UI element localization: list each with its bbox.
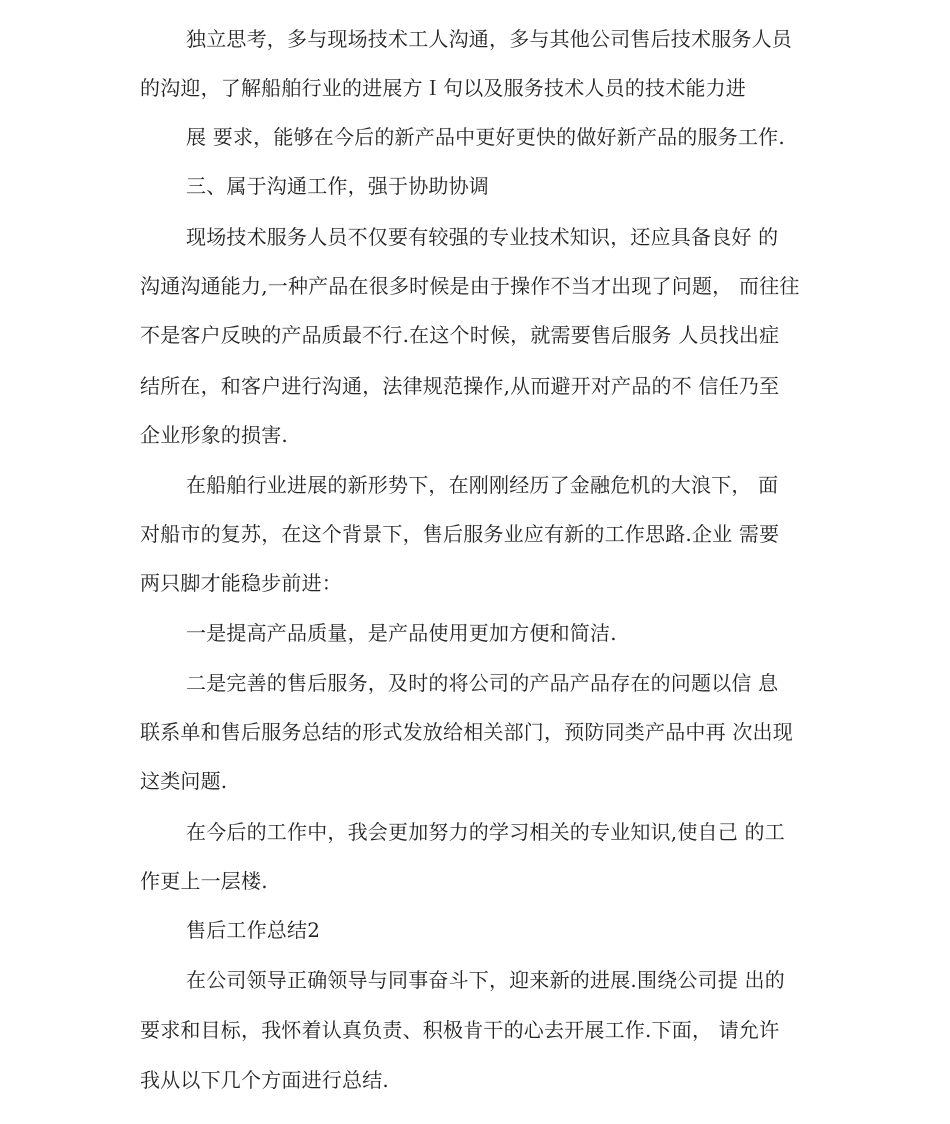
text-line: 沟通沟通能力,一种产品在很多时候是由于操作不当才出现了问题， 而往往 (140, 274, 800, 298)
text-line: 不是客户反映的产品质最不行.在这个时候，就需要售后服务 人员找出症 (140, 323, 780, 347)
text-line: 结所在，和客户进行沟通，法律规范操作,从而避开对产品的不 信任乃至 (140, 374, 780, 398)
text-line: 二是完善的售后服务，及时的将公司的产品产品存在的问题以信 息 (186, 671, 779, 695)
text-line: 在公司领导正确领导与同事奋斗下，迎来新的进展.围绕公司提 出的 (186, 968, 785, 992)
text-line: 对船市的复苏，在这个背景下，售后服务业应有新的工作思路.企业 需要 (140, 522, 780, 546)
text-line: 展 要求，能够在今后的新产品中更好更快的做好新产品的服务工作. (186, 125, 785, 149)
section-heading: 售后工作总结2 (186, 918, 321, 942)
text-line: 在今后的工作中，我会更加努力的学习相关的专业知识,使自己 的工 (186, 820, 785, 844)
text-line: 作更上一层楼. (140, 869, 268, 893)
text-line: 联系单和售后服务总结的形式发放给相关部门，预防同类产品中再 次出现 (140, 720, 793, 744)
text-line: 这类问题. (140, 769, 228, 793)
text-line: 在船舶行业进展的新形势下，在刚刚经历了金融危机的大浪下， 面 (186, 473, 779, 497)
text-line: 两只脚才能稳步前进： (140, 571, 342, 595)
section-heading: 三、属于沟通工作，强于协助协调 (186, 174, 489, 198)
text-line: 现场技术服务人员不仅要有较强的专业技术知识，还应具备良好 的 (186, 225, 779, 249)
text-line: 独立思考，多与现场技术工人沟通，多与其他公司售后技术服务人员 (186, 27, 792, 51)
text-line: 要求和目标，我怀着认真负责、积极肯干的心去开展工作.下面， 请允许 (140, 1018, 780, 1042)
text-line: 我从以下几个方面进行总结. (140, 1068, 389, 1092)
text-line: 企业形象的损害. (140, 423, 288, 447)
text-line: 的沟迎，了解船舶行业的进展方Ｉ句以及服务技术人员的技术能力进 (140, 76, 746, 100)
text-line: 一是提高产品质量，是产品使用更加方便和简洁. (186, 621, 617, 645)
